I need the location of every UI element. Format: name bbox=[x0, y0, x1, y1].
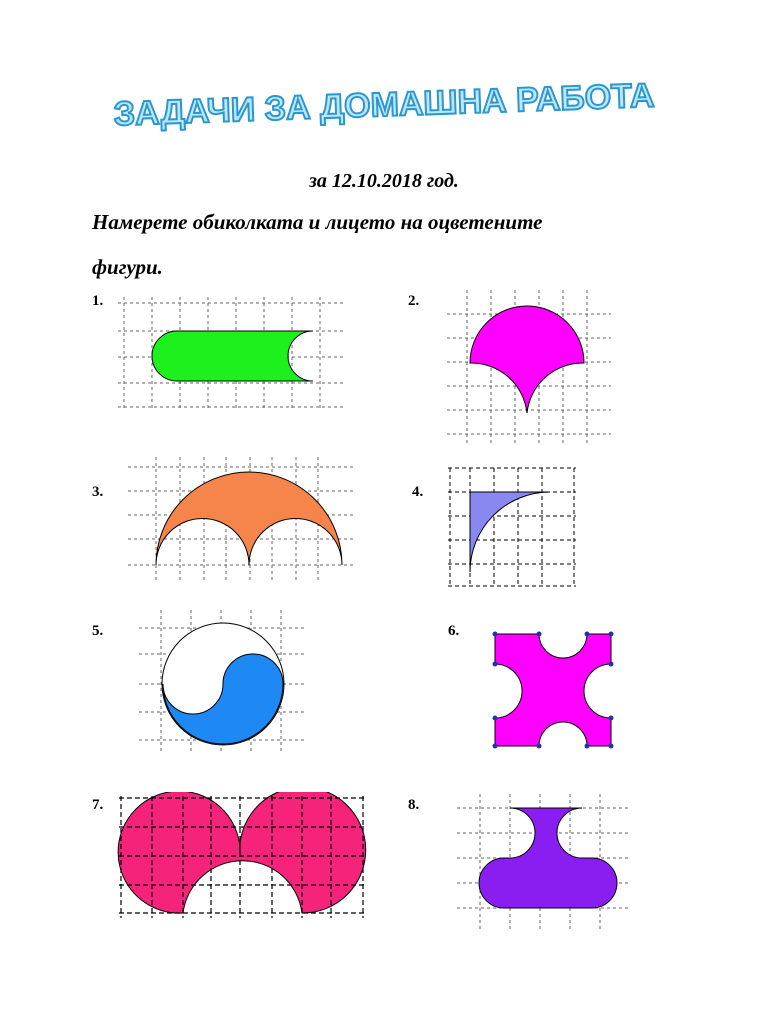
orange-shape bbox=[156, 472, 342, 565]
date-line: за 12.10.2018 год. bbox=[309, 170, 459, 192]
problem-1-label: 1. bbox=[92, 293, 104, 309]
pink-lobes-shape bbox=[118, 792, 366, 913]
instruction-line-1: Намерете обиколката и лицето на оцветените bbox=[92, 210, 543, 234]
problem-2-label: 2. bbox=[408, 293, 420, 309]
magenta-shape bbox=[470, 306, 584, 413]
instruction-line-2: фигури. bbox=[92, 255, 163, 279]
problem-4-label: 4. bbox=[412, 484, 424, 500]
problem-6-label: 6. bbox=[448, 623, 460, 639]
page-title: ЗАДАЧИ ЗА ДОМАШНА РАБОТА bbox=[113, 76, 655, 134]
figure-6 bbox=[475, 620, 635, 760]
blue-triangle-shape bbox=[470, 492, 550, 572]
magenta-cross-shape bbox=[495, 634, 611, 746]
figure-7 bbox=[115, 792, 370, 922]
grid bbox=[448, 468, 576, 586]
page-title-wordart bbox=[0, 70, 768, 140]
figure-4 bbox=[440, 462, 580, 592]
figure-3 bbox=[120, 455, 360, 590]
purple-vase-shape bbox=[479, 808, 617, 908]
figure-5 bbox=[135, 608, 310, 758]
problem-5-label: 5. bbox=[92, 623, 104, 639]
problem-8-label: 8. bbox=[408, 797, 420, 813]
problem-7-label: 7. bbox=[92, 797, 104, 813]
green-shape bbox=[152, 331, 313, 381]
problem-3-label: 3. bbox=[92, 484, 104, 500]
figure-2 bbox=[445, 288, 615, 448]
figure-8 bbox=[455, 790, 635, 935]
figure-1 bbox=[110, 295, 350, 415]
